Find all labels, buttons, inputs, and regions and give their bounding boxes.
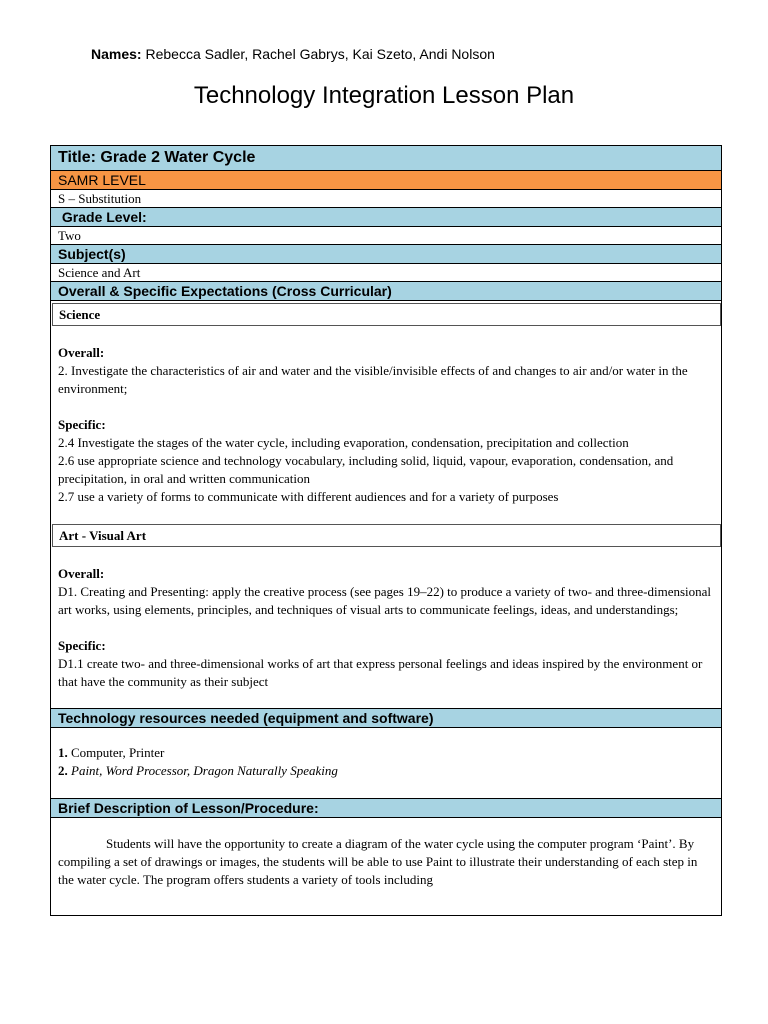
art-specific-label: Specific: <box>58 638 106 653</box>
art-overall-text: D1. Creating and Presenting: apply the creative process (see pages 19–22) to produce a variety of two- and three-dimensional art works, using elements, principles, and techniques of visual arts to communicate feelings, ideas, and understandings; <box>58 584 712 617</box>
technology-item-text: Computer, Printer <box>67 745 165 760</box>
science-content <box>51 326 721 524</box>
samr-level-label: SAMR LEVEL <box>51 171 721 190</box>
document-title: Technology Integration Lesson Plan <box>193 82 575 109</box>
science-specific-label: Specific: <box>58 417 106 432</box>
grade-level-value: Two <box>51 227 721 245</box>
lesson-description-content <box>51 818 721 889</box>
technology-resources-list <box>51 728 721 799</box>
expectations-label: Overall & Specific Expectations (Cross Curricular) <box>51 282 721 301</box>
science-specific-item: 2.4 Investigate the stages of the water cycle, including evaporation, condensation, precipitation and collection <box>58 435 629 450</box>
art-overall-label: Overall: <box>58 566 105 581</box>
science-specific-item: 2.6 use appropriate science and technology vocabulary, including solid, liquid, vapour, evaporation, condensation, and precipitation, in oral and written communication <box>58 453 674 486</box>
science-overall-label: Overall: <box>58 345 105 360</box>
science-overall-text: 2. Investigate the characteristics of air and water and the visible/invisible effects of and changes to air and/or water in the environment; <box>58 363 688 396</box>
names-line <box>91 46 495 62</box>
science-specific-item: 2.7 use a variety of forms to communicate with different audiences and for a variety of purposes <box>58 489 559 504</box>
science-heading: Science <box>52 303 721 326</box>
art-specific-item: D1.1 create two- and three-dimensional works of art that express personal feelings and ideas inspired by the environment or that have the community as their subject <box>58 656 703 689</box>
lesson-description-text: Students will have the opportunity to create a diagram of the water cycle using the computer program ‘Paint’. By compiling a set of drawings or images, the students will be able to use Paint to illustrate their understanding of each step in the water cycle. The program offers students a variety of tools including <box>58 836 698 887</box>
names-value: Rebecca Sadler, Rachel Gabrys, Kai Szeto, Andi Nolson <box>145 46 495 62</box>
lesson-plan-table <box>50 145 722 916</box>
technology-item-number: 2. <box>58 763 68 778</box>
names-label: Names: <box>91 46 142 62</box>
technology-item <box>58 762 714 780</box>
technology-item <box>58 744 714 762</box>
lesson-title: Title: Grade 2 Water Cycle <box>51 146 721 171</box>
expectations-section <box>51 301 721 709</box>
grade-level-label: Grade Level: <box>51 208 721 227</box>
subjects-label: Subject(s) <box>51 245 721 264</box>
technology-resources-label: Technology resources needed (equipment and software) <box>51 709 721 728</box>
subjects-value: Science and Art <box>51 264 721 282</box>
art-content <box>51 547 721 708</box>
technology-item-number: 1. <box>58 745 68 760</box>
samr-level-value: S – Substitution <box>51 190 721 208</box>
lesson-description-label: Brief Description of Lesson/Procedure: <box>51 799 721 818</box>
art-heading: Art - Visual Art <box>52 524 721 547</box>
technology-item-text: Paint, Word Processor, Dragon Naturally Speaking <box>67 763 338 778</box>
